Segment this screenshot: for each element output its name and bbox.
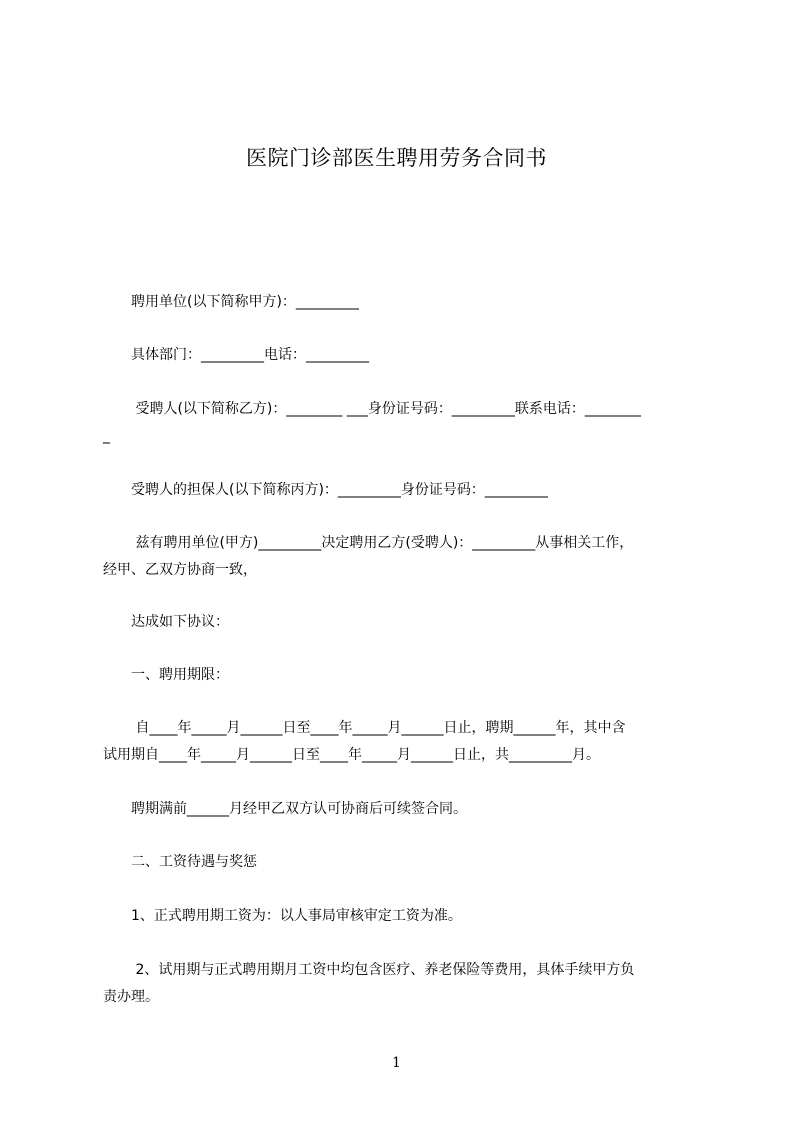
paragraph-salary-2-line2: 责办理。: [103, 989, 159, 1005]
paragraph-term-line2: 试用期自____年_____月______日至____年_____月______日止，共_________月。: [103, 747, 600, 763]
paragraph-hiring-line2: 经甲、乙双方协商一致，: [103, 562, 257, 578]
paragraph-salary-1: 1、正式聘用期工资为：以人事局审核审定工资为准。: [103, 908, 462, 924]
paragraph-term-line1: 自____年_____月______日至____年_____月______日止，聘期______年，其中含: [103, 720, 626, 736]
paragraph-hiring-line1: 兹有聘用单位(甲方)_________决定聘用乙方(受聘人)：_________从事相关工作，: [103, 535, 634, 551]
paragraph-department: 具体部门：_________电话：_________: [103, 347, 369, 363]
page-number: 1: [392, 1055, 401, 1071]
section-heading-term: 一、聘用期限：: [103, 667, 229, 683]
paragraph-salary-2-line1: 2、试用期与正式聘用期月工资中均包含医疗、养老保险等费用，具体手续甲方负: [103, 962, 635, 978]
paragraph-employer: 聘用单位(以下简称甲方)：_________: [103, 294, 359, 310]
paragraph-agreement: 达成如下协议：: [103, 614, 229, 630]
paragraph-guarantor: 受聘人的担保人(以下简称丙方)：_________身份证号码：_________: [103, 482, 548, 498]
paragraph-employee-overflow: _: [103, 428, 110, 444]
section-heading-salary: 二、工资待遇与奖惩: [103, 854, 257, 870]
paragraph-renewal: 聘期满前______月经甲乙双方认可协商后可续签合同。: [103, 801, 467, 817]
paragraph-employee: 受聘人(以下简称乙方)：________ ___身份证号码：_________联系电话：________: [103, 401, 641, 417]
document-title: 医院门诊部医生聘用劳务合同书: [246, 146, 547, 170]
